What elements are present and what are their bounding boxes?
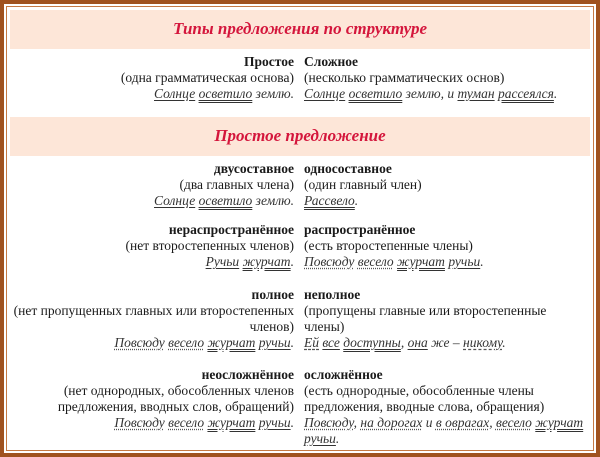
subject-word: ручьи xyxy=(448,254,481,269)
term-example: Рассвело. xyxy=(304,193,359,208)
predicate-word: осветило xyxy=(348,86,403,101)
adverbial-word: весело xyxy=(357,254,394,269)
predicate-word: рассеялся xyxy=(498,86,554,101)
cell-complex xyxy=(300,54,590,102)
subject-word: Солнце xyxy=(154,193,196,208)
subject-word: туман xyxy=(457,86,495,101)
term-description: (есть однородные, обособленные члены предложения, вводные слова, обращения) xyxy=(304,383,545,414)
adverbial-word: весело xyxy=(168,415,205,430)
adverbial-word: на дорогах xyxy=(360,415,423,430)
adverbial-word: Повсюду xyxy=(114,335,165,350)
term-example: Солнце осветило землю. xyxy=(154,193,294,208)
predicate-word: журчат xyxy=(535,415,584,430)
adverbial-word: Повсюду xyxy=(304,415,354,430)
predicate-word: доступны xyxy=(343,335,401,350)
subject-word: ручьи xyxy=(304,431,336,446)
term-title: распространённое xyxy=(304,222,416,237)
subject-word: она xyxy=(407,335,428,350)
adverbial-word: весело xyxy=(495,415,532,430)
term-description: (несколько грамматических основ) xyxy=(304,70,505,85)
term-description: (один главный член) xyxy=(304,177,422,192)
term-title: Простое xyxy=(244,54,294,69)
term-example: Повсюду, на дорогах и в оврагах, весело журчат ручьи. xyxy=(304,415,584,446)
term-description: (нет однородных, обособленных членов предложения, вводных слов, обращений) xyxy=(57,383,294,414)
term-title: полное xyxy=(251,287,294,302)
term-example: Повсюду весело журчат ручьи. xyxy=(114,335,294,350)
term-example: Солнце осветило землю, и туман рассеялся. xyxy=(304,86,558,101)
object-word: никому xyxy=(463,335,503,350)
row-simple-complex xyxy=(10,54,590,102)
predicate-word: осветило xyxy=(198,193,253,208)
term-description: (нет второстепенных членов) xyxy=(125,238,294,253)
predicate-word: осветило xyxy=(198,86,253,101)
term-example: Ручьи журчат. xyxy=(205,254,294,269)
term-description: (есть второстепенные члены) xyxy=(304,238,473,253)
cell-one-part xyxy=(300,161,590,209)
predicate-word: журчат xyxy=(242,254,291,269)
row-two-one-part xyxy=(10,161,590,209)
cell-complete xyxy=(10,287,300,351)
subject-word: Ручьи xyxy=(205,254,240,269)
section-header-structure: Типы предложения по структуре xyxy=(10,10,590,49)
term-title: Сложное xyxy=(304,54,359,69)
cell-extended xyxy=(300,222,590,270)
term-example: Ей все доступны, она же – никому. xyxy=(304,335,506,350)
section-header-simple: Простое предложение xyxy=(10,117,590,156)
subject-word: Солнце xyxy=(304,86,346,101)
row-complete xyxy=(10,287,590,351)
predicate-word: журчат xyxy=(397,254,445,269)
term-description: (одна грамматическая основа) xyxy=(120,70,294,85)
term-example: Солнце осветило землю. xyxy=(154,86,294,101)
adverbial-word: весело xyxy=(168,335,205,350)
row-complicated xyxy=(10,367,590,447)
subject-word: ручьи xyxy=(258,335,291,350)
term-example: Повсюду весело журчат ручьи. xyxy=(114,415,294,430)
subject-word: все xyxy=(322,335,340,350)
cell-incomplete xyxy=(300,287,590,351)
predicate-word: журчат xyxy=(207,335,256,350)
term-description: (пропущены главные или второстепенные члены) xyxy=(304,303,547,334)
cell-uncomplicated xyxy=(10,367,300,447)
adverbial-word: Повсюду xyxy=(304,254,355,269)
term-title: нераспространённое xyxy=(168,222,294,237)
predicate-word: Рассвело xyxy=(304,193,355,208)
adverbial-word: Повсюду xyxy=(114,415,165,430)
term-description: (два главных члена) xyxy=(179,177,294,192)
term-example: Повсюду весело журчат ручьи. xyxy=(304,254,484,269)
cell-complicated xyxy=(300,367,590,447)
object-word: Ей xyxy=(304,335,319,350)
adverbial-word: в оврагах xyxy=(435,415,490,430)
term-title: неосложнённое xyxy=(201,367,294,382)
subject-word: ручьи xyxy=(258,415,291,430)
predicate-word: журчат xyxy=(207,415,256,430)
term-title: неполное xyxy=(304,287,361,302)
term-title: осложнённое xyxy=(304,367,383,382)
cell-non-extended xyxy=(10,222,300,270)
cell-two-part xyxy=(10,161,300,209)
term-description: (нет пропущенных главных или второстепенных членов) xyxy=(13,303,294,334)
row-extended xyxy=(10,222,590,270)
term-title: односоставное xyxy=(304,161,392,176)
cell-simple xyxy=(10,54,300,102)
subject-word: Солнце xyxy=(154,86,196,101)
term-title: двусоставное xyxy=(213,161,294,176)
